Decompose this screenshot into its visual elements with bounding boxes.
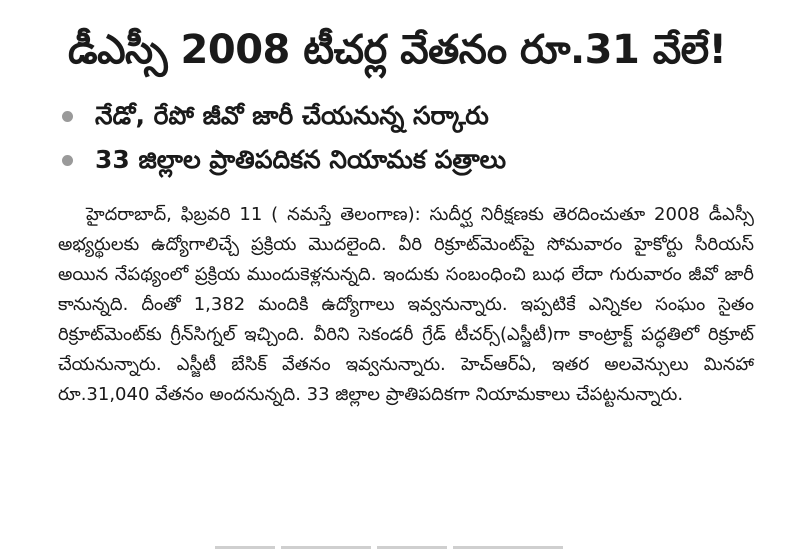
highlight-item [58,96,760,136]
bullet-dot-icon [62,111,73,122]
bullet-dot-icon [62,155,73,166]
highlight-item [58,140,760,180]
highlight-list [58,96,760,180]
cropped-next-line [215,546,595,556]
highlight-text: 33 జిల్లాల ప్రాతిపదికన నియామక పత్రాలు [95,145,507,174]
article-headline: డీఎస్సీ 2008 టీచర్ల వేతనం రూ.31 వేలే! [68,27,727,73]
highlight-text: నేడో, రేపో జీవో జారీ చేయనున్న సర్కారు [95,101,489,130]
article-body: హైదరాబాద్, ఫిబ్రవరి 11 ( నమస్తే తెలంగాణ): సుదీర్ఘ నిరీక్షణకు తెరదించుతూ 2008 డీఎస్సీ అభ్యర్థులకు ఉద్యోగాలిచ్చే ప్రక్రియ మొదలైంది. వీరి రిక్రూట్‌మెంట్‌పై సోమవారం హైకోర్టు సీరియస్ అయిన నేపథ్యంలో ప్రక్రియ ముందుకెళ్లనున్నది. ఇందుకు సంబంధించి బుధ లేదా గురువారం జీవో జారీ కానున్నది. దీంతో 1,382 మందికి ఉద్యోగాలు ఇవ్వనున్నారు. ఇప్పటికే ఎన్నికల సంఘం సైతం రిక్రూట్‌మెంట్‌కు గ్రీన్‌సిగ్నల్ ఇచ్చింది. వీరిని సెకండరీ గ్రేడ్ టీచర్స్(ఎస్జీటీ)గా కాంట్రాక్ట్ పద్ధతిలో రిక్రూట్ చేయనున్నారు. ఎస్జీటీ బేసిక్ వేతనం ఇవ్వనున్నారు. హెచ్‌ఆర్‌ఏ, ఇతర అలవెన్సులు మినహా రూ.31,040 వేతనం అందనున్నది. 33 జిల్లాల ప్రాతిపదికగా నియామకాలు చేపట్టనున్నారు. [58,204,754,405]
